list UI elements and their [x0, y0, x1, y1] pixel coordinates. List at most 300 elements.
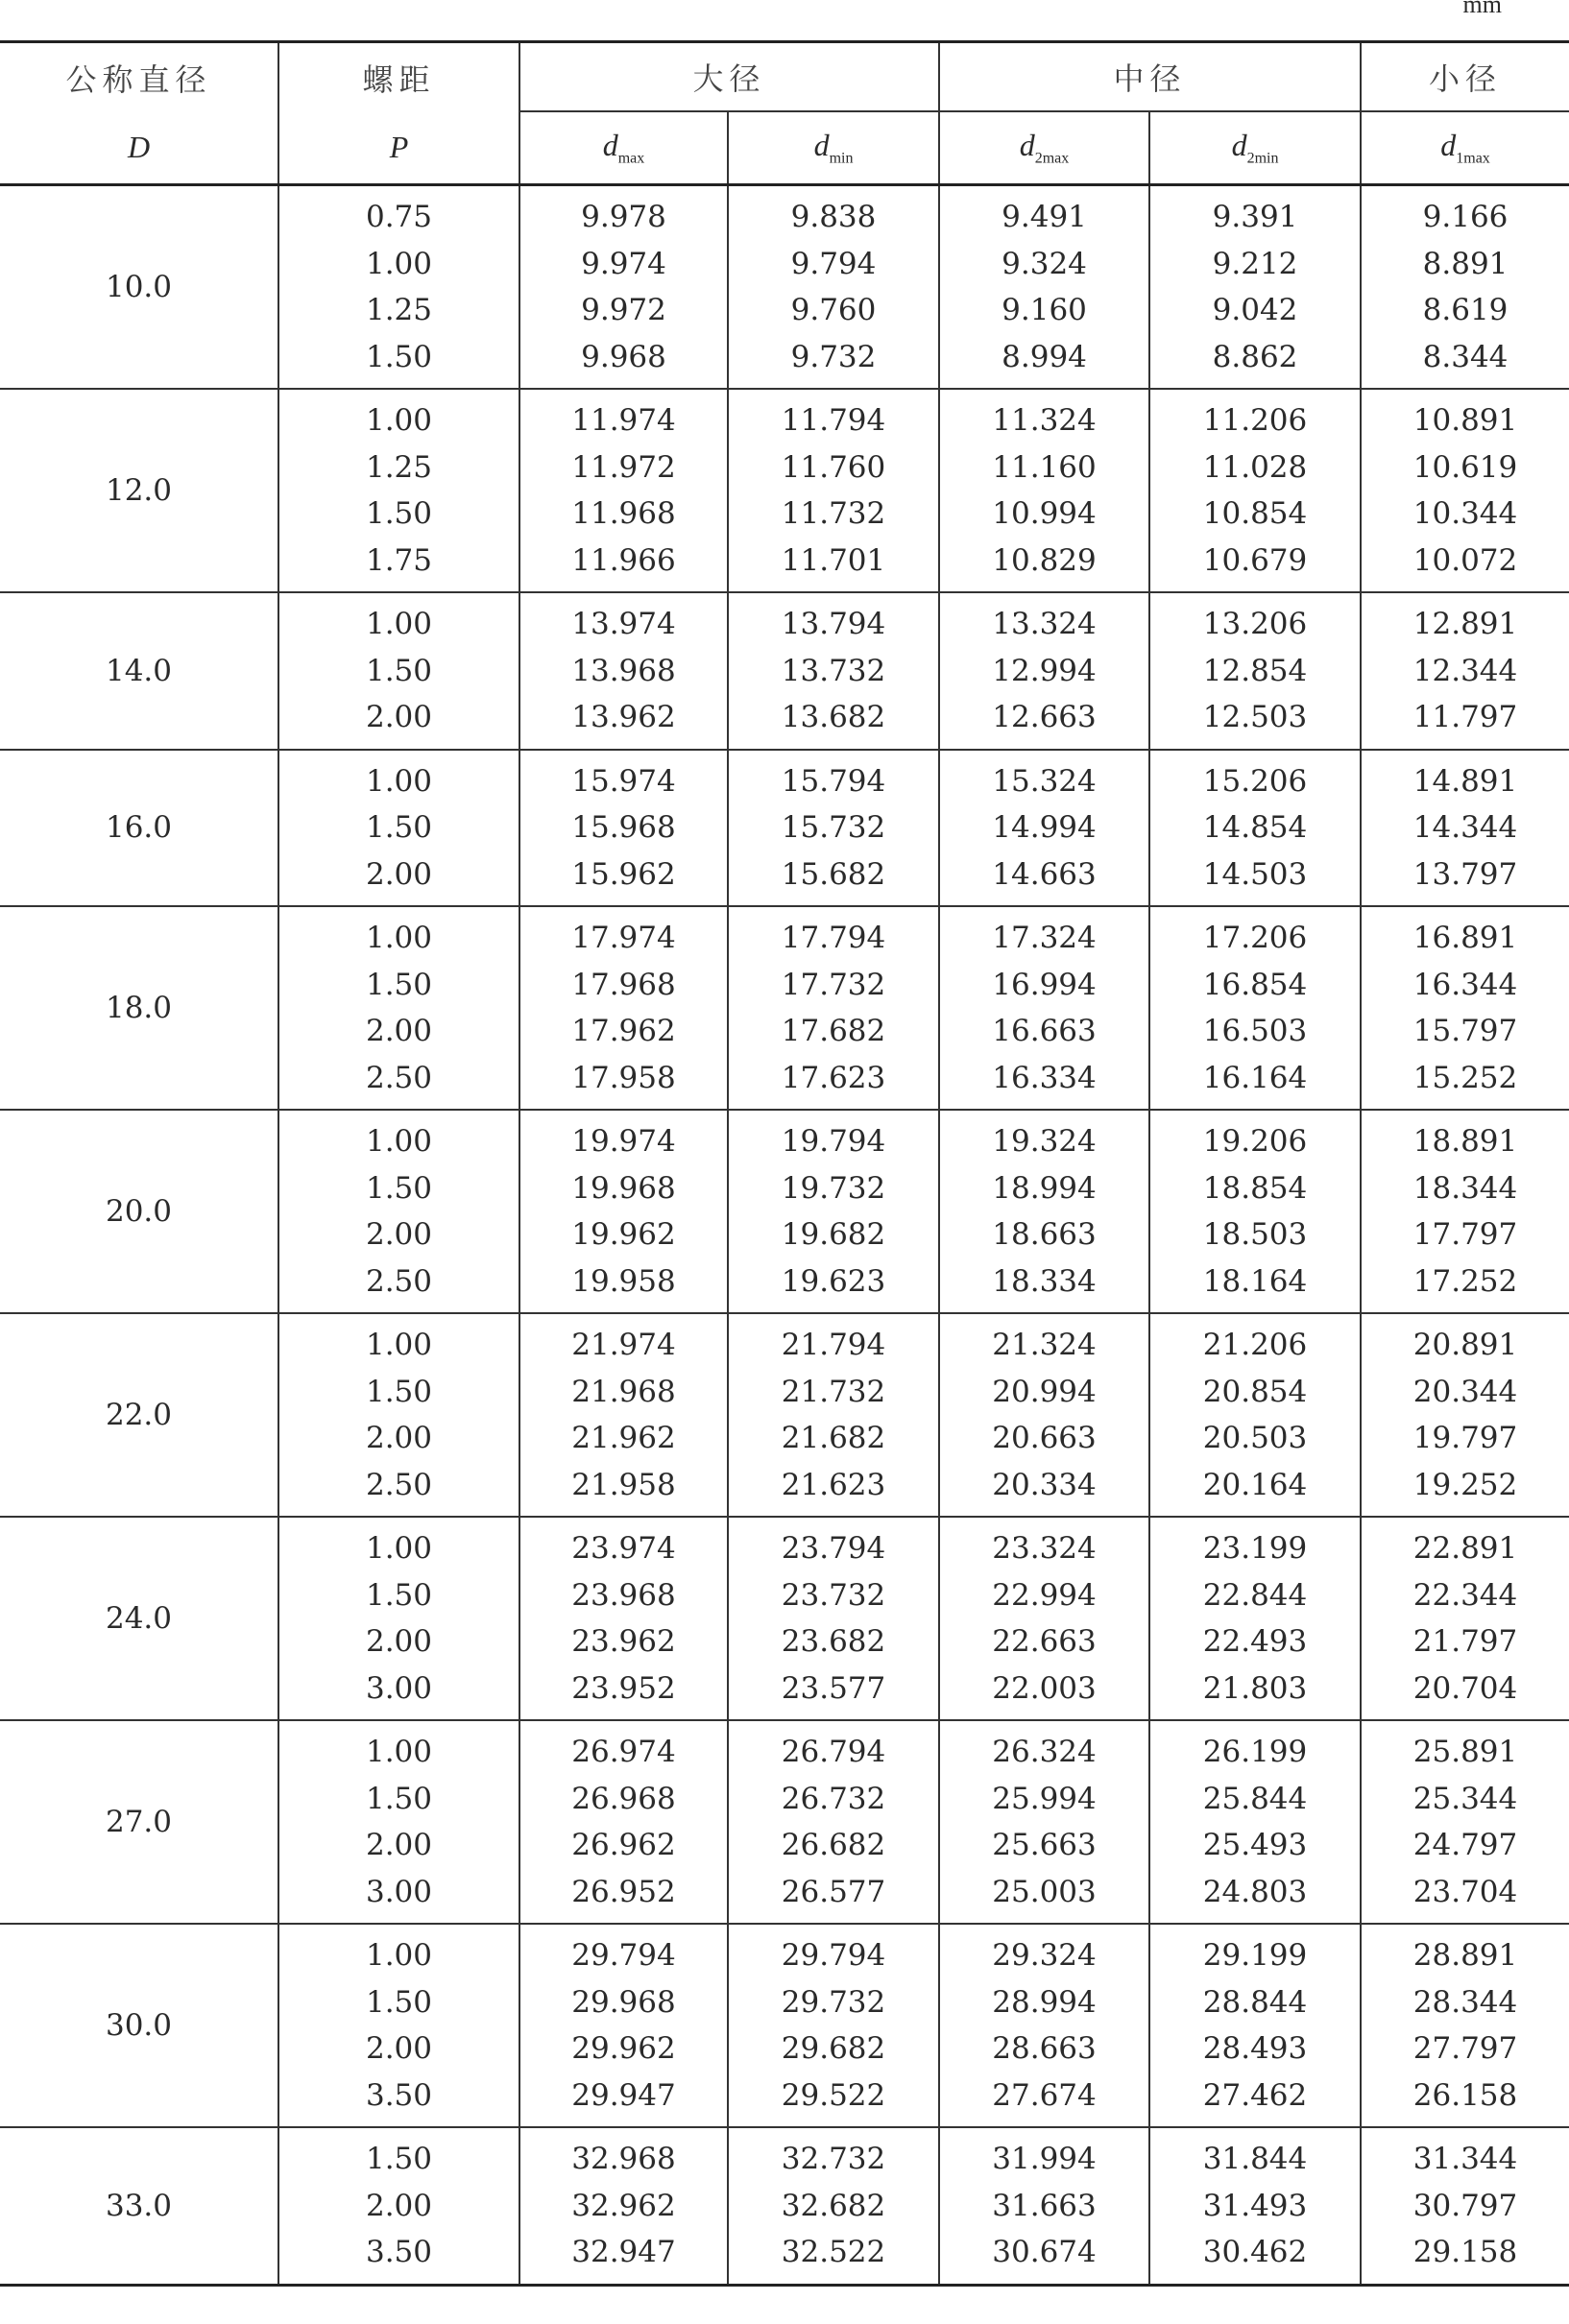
d2min-value: 14.503 — [1202, 856, 1308, 892]
table-row-group — [0, 1110, 1569, 1313]
d2max-value: 9.324 — [1002, 246, 1087, 281]
pitch-column-cell — [278, 1924, 519, 2127]
dmax-value: 32.968 — [571, 2142, 676, 2176]
d2max-value: 14.994 — [992, 810, 1097, 845]
dmin-value: 11.732 — [781, 496, 886, 531]
pitch-value: 1.50 — [365, 1374, 433, 1409]
d2min-value: 23.199 — [1202, 1531, 1308, 1566]
header-dmax: $d_{max}$ — [519, 111, 728, 185]
header-d2max: $d_{2max}$ — [939, 111, 1149, 185]
d2max-value: 10.994 — [992, 496, 1097, 531]
d1max-value: 18.344 — [1412, 1170, 1518, 1206]
dmin-column-cell — [728, 906, 939, 1110]
d2max-value: 22.663 — [992, 1624, 1097, 1659]
pitch-value: 2.00 — [365, 1624, 433, 1659]
dmin-value: 17.623 — [781, 1060, 886, 1095]
dmin-value: 29.682 — [781, 2031, 886, 2066]
pitch-value: 1.00 — [365, 1735, 433, 1769]
d2max-column-cell — [939, 1313, 1149, 1517]
pitch-value: 3.50 — [365, 2077, 433, 2113]
d1max-value: 10.619 — [1412, 449, 1518, 485]
dmax-value: 11.974 — [571, 403, 676, 438]
d1max-value: 14.891 — [1412, 763, 1518, 799]
d2max-value: 18.994 — [992, 1170, 1097, 1206]
d2min-column-cell — [1149, 389, 1361, 592]
d1max-value: 25.344 — [1412, 1781, 1518, 1816]
dmin-column-cell — [728, 1924, 939, 2127]
header-nominal-diameter: 公称直径 — [65, 60, 212, 98]
nominal-diameter-cell: 12.0 — [0, 389, 278, 592]
d2max-value: 22.003 — [992, 1670, 1097, 1706]
d1max-value: 31.344 — [1412, 2142, 1518, 2176]
table-row-group — [0, 592, 1569, 750]
d1max-value: 20.704 — [1412, 1670, 1518, 1706]
d2max-value: 9.160 — [1002, 293, 1087, 327]
dmin-column-cell — [728, 1110, 939, 1313]
dmax-value: 19.962 — [571, 1217, 676, 1252]
d2min-value: 20.503 — [1202, 1421, 1308, 1455]
d2max-column-cell — [939, 1517, 1149, 1720]
nominal-diameter-cell: 16.0 — [0, 750, 278, 907]
pitch-value: 2.50 — [365, 1467, 433, 1502]
nominal-diameter-cell: 33.0 — [0, 2127, 278, 2285]
d2max-value: 19.324 — [992, 1124, 1097, 1159]
d2min-value: 14.854 — [1202, 810, 1308, 845]
pitch-column-cell — [278, 592, 519, 750]
dmin-value: 11.760 — [781, 449, 886, 485]
d1max-value: 15.252 — [1412, 1060, 1518, 1095]
d2max-value: 17.324 — [992, 921, 1097, 955]
dmin-value: 9.838 — [790, 200, 877, 234]
d2max-value: 8.994 — [1002, 339, 1087, 374]
d1max-value: 10.344 — [1412, 496, 1518, 531]
dmax-value: 29.947 — [571, 2077, 676, 2113]
d2max-value: 25.003 — [992, 1874, 1097, 1909]
header-dmin: $d_{min}$ — [728, 111, 939, 185]
d2min-value: 29.199 — [1202, 1938, 1308, 1973]
d1max-column-cell — [1361, 1720, 1569, 1924]
nominal-diameter-cell: 10.0 — [0, 185, 278, 390]
dmin-value: 19.794 — [781, 1124, 886, 1159]
d2min-value: 20.164 — [1202, 1467, 1308, 1502]
d1max-value: 26.158 — [1412, 2077, 1518, 2113]
d1max-value: 20.344 — [1412, 1374, 1518, 1409]
pitch-value: 2.00 — [365, 2188, 433, 2223]
dmax-value: 23.952 — [571, 1670, 676, 1706]
d1max-value: 27.797 — [1412, 2031, 1518, 2066]
pitch-value: 1.75 — [365, 542, 433, 578]
dmin-value: 13.794 — [781, 607, 886, 641]
dmax-value: 26.962 — [571, 1828, 676, 1862]
pitch-value: 3.00 — [365, 1670, 433, 1706]
d1max-column-cell — [1361, 592, 1569, 750]
dmax-value: 23.962 — [571, 1624, 676, 1659]
dmin-value: 9.794 — [790, 246, 877, 281]
d1max-value: 28.344 — [1412, 1984, 1518, 2020]
d2min-column-cell — [1149, 1517, 1361, 1720]
dmin-value: 26.682 — [781, 1828, 886, 1862]
d2min-value: 27.462 — [1202, 2077, 1308, 2113]
d1max-column-cell — [1361, 185, 1569, 390]
d2min-value: 21.206 — [1202, 1328, 1308, 1362]
d2max-value: 20.334 — [992, 1467, 1097, 1502]
d1max-value: 16.344 — [1412, 967, 1518, 1002]
d2max-value: 15.324 — [992, 763, 1097, 799]
pitch-value: 1.00 — [365, 921, 433, 955]
dmax-column-cell — [519, 1720, 728, 1924]
dmax-value: 13.974 — [571, 607, 676, 641]
d2min-value: 21.803 — [1202, 1670, 1308, 1706]
table-row-group — [0, 185, 1569, 390]
dmax-value: 15.968 — [571, 810, 676, 845]
pitch-value: 1.50 — [365, 653, 433, 688]
d1max-value: 12.891 — [1412, 607, 1518, 641]
pitch-column-cell — [278, 2127, 519, 2285]
dmin-value: 15.682 — [781, 856, 886, 892]
dmin-value: 13.732 — [781, 653, 886, 688]
header-symbol-D: D — [127, 130, 151, 164]
dmin-value: 26.794 — [781, 1735, 886, 1769]
dmax-value: 17.958 — [571, 1060, 676, 1095]
d2max-value: 11.324 — [992, 403, 1097, 438]
dmax-value: 23.968 — [571, 1577, 676, 1613]
dmax-value: 21.962 — [571, 1421, 676, 1455]
dmax-value: 32.962 — [571, 2188, 676, 2223]
dmax-value: 23.974 — [571, 1531, 676, 1566]
pitch-value: 1.00 — [365, 607, 433, 641]
d2max-value: 18.334 — [992, 1263, 1097, 1299]
d2min-value: 9.391 — [1212, 200, 1298, 234]
pitch-value: 2.00 — [365, 1014, 433, 1048]
d2min-value: 13.206 — [1202, 607, 1308, 641]
thread-dimensions-table — [0, 40, 1569, 2287]
dmax-value: 17.974 — [571, 921, 676, 955]
dmax-column-cell — [519, 906, 728, 1110]
table-row-group — [0, 1720, 1569, 1924]
dmax-column-cell — [519, 1313, 728, 1517]
d1max-value: 17.797 — [1412, 1217, 1518, 1252]
dmax-value: 15.962 — [571, 856, 676, 892]
d2max-value: 16.334 — [992, 1060, 1097, 1095]
d2max-value: 11.160 — [992, 449, 1097, 485]
d1max-value: 18.891 — [1412, 1124, 1518, 1159]
pitch-column-cell — [278, 750, 519, 907]
d1max-value: 14.344 — [1412, 810, 1518, 845]
table-row-group — [0, 2127, 1569, 2285]
d2min-value: 16.164 — [1202, 1060, 1308, 1095]
d1max-value: 25.891 — [1412, 1735, 1518, 1769]
dmin-value: 32.732 — [781, 2142, 886, 2176]
dmin-value: 19.682 — [781, 1217, 886, 1252]
d2min-value: 18.854 — [1202, 1170, 1308, 1206]
d2min-value: 8.862 — [1212, 339, 1298, 374]
pitch-value: 2.00 — [365, 1421, 433, 1455]
d2min-value: 9.042 — [1212, 293, 1298, 327]
dmin-value: 32.522 — [781, 2235, 886, 2269]
dmax-value: 21.958 — [571, 1467, 676, 1502]
pitch-value: 1.50 — [365, 1170, 433, 1206]
table-row-group — [0, 1313, 1569, 1517]
pitch-value: 2.00 — [365, 700, 433, 734]
dmin-column-cell — [728, 1720, 939, 1924]
nominal-diameter-cell: 14.0 — [0, 592, 278, 750]
d1max-value: 22.344 — [1412, 1577, 1518, 1613]
dmax-value: 21.968 — [571, 1374, 676, 1409]
d1max-value: 28.891 — [1412, 1938, 1518, 1973]
d2min-value: 11.028 — [1202, 449, 1308, 485]
pitch-value: 1.25 — [365, 293, 433, 327]
d2min-value: 25.844 — [1202, 1781, 1308, 1816]
dmin-value: 17.794 — [781, 921, 886, 955]
pitch-value: 1.25 — [365, 449, 433, 485]
dmax-value: 26.968 — [571, 1781, 676, 1816]
dmin-value: 17.682 — [781, 1014, 886, 1048]
pitch-value: 1.50 — [365, 496, 433, 531]
d2max-value: 12.663 — [992, 700, 1097, 734]
pitch-value: 2.00 — [365, 1217, 433, 1252]
header-minor-diameter: 小径 — [1361, 42, 1569, 112]
d1max-value: 11.797 — [1412, 700, 1518, 734]
d2max-column-cell — [939, 2127, 1149, 2285]
dmin-value: 23.732 — [781, 1577, 886, 1613]
dmin-value: 15.732 — [781, 810, 886, 845]
nominal-diameter-cell: 24.0 — [0, 1517, 278, 1720]
d2max-value: 27.674 — [992, 2077, 1097, 2113]
d1max-value: 22.891 — [1412, 1531, 1518, 1566]
d2max-value: 9.491 — [1002, 200, 1087, 234]
d2max-value: 16.994 — [992, 967, 1097, 1002]
dmin-value: 23.794 — [781, 1531, 886, 1566]
d2min-column-cell — [1149, 1313, 1361, 1517]
d2max-value: 20.994 — [992, 1374, 1097, 1409]
dmax-column-cell — [519, 750, 728, 907]
pitch-value: 1.00 — [365, 403, 433, 438]
d1max-value: 8.344 — [1422, 339, 1509, 374]
dmax-value: 11.968 — [571, 496, 676, 531]
pitch-value: 2.00 — [365, 1828, 433, 1862]
d2min-column-cell — [1149, 1720, 1361, 1924]
d2min-value: 20.854 — [1202, 1374, 1308, 1409]
d2max-value: 18.663 — [992, 1217, 1097, 1252]
table-body — [0, 185, 1569, 2286]
d1max-value: 13.797 — [1412, 856, 1518, 892]
d1max-value: 15.797 — [1412, 1014, 1518, 1048]
pitch-value: 2.00 — [365, 856, 433, 892]
d2min-value: 9.212 — [1212, 246, 1298, 281]
d2max-column-cell — [939, 592, 1149, 750]
d2max-value: 25.663 — [992, 1828, 1097, 1862]
dmin-value: 21.732 — [781, 1374, 886, 1409]
d1max-value: 20.891 — [1412, 1328, 1518, 1362]
pitch-value: 1.00 — [365, 246, 433, 281]
dmin-column-cell — [728, 750, 939, 907]
dmax-column-cell — [519, 2127, 728, 2285]
d2max-value: 28.663 — [992, 2031, 1097, 2066]
dmin-value: 32.682 — [781, 2188, 886, 2223]
d2min-column-cell — [1149, 2127, 1361, 2285]
d2min-value: 28.844 — [1202, 1984, 1308, 2020]
header-d2min: $d_{2min}$ — [1149, 111, 1361, 185]
dmax-value: 9.972 — [581, 293, 666, 327]
d1max-column-cell — [1361, 906, 1569, 1110]
d1max-value: 17.252 — [1412, 1263, 1518, 1299]
pitch-value: 1.00 — [365, 1328, 433, 1362]
d1max-column-cell — [1361, 389, 1569, 592]
nominal-diameter-cell: 27.0 — [0, 1720, 278, 1924]
pitch-value: 2.50 — [365, 1263, 433, 1299]
dmax-value: 11.966 — [571, 542, 676, 578]
pitch-value: 1.50 — [365, 2142, 433, 2176]
dmin-column-cell — [728, 185, 939, 390]
d2min-value: 31.493 — [1202, 2188, 1308, 2223]
d2min-value: 24.803 — [1202, 1874, 1308, 1909]
d2min-value: 31.844 — [1202, 2142, 1308, 2176]
dmax-value: 26.974 — [571, 1735, 676, 1769]
pitch-column-cell — [278, 389, 519, 592]
d1max-value: 23.704 — [1412, 1874, 1518, 1909]
d2max-column-cell — [939, 1720, 1149, 1924]
d1max-value: 24.797 — [1412, 1828, 1518, 1862]
d2max-value: 28.994 — [992, 1984, 1097, 2020]
d2min-value: 16.503 — [1202, 1014, 1308, 1048]
header-d1max: $d_{1max}$ — [1361, 111, 1569, 185]
dmax-column-cell — [519, 1924, 728, 2127]
dmax-value: 29.962 — [571, 2031, 676, 2066]
d1max-value: 16.891 — [1412, 921, 1518, 955]
dmax-column-cell — [519, 592, 728, 750]
d1max-value: 12.344 — [1412, 653, 1518, 688]
d1max-value: 30.797 — [1412, 2188, 1518, 2223]
d2max-value: 23.324 — [992, 1531, 1097, 1566]
d2max-value: 25.994 — [992, 1781, 1097, 1816]
nominal-diameter-cell: 30.0 — [0, 1924, 278, 2127]
pitch-value: 0.75 — [365, 200, 433, 234]
pitch-value: 1.00 — [365, 1531, 433, 1566]
d1max-value: 19.252 — [1412, 1467, 1518, 1502]
dmax-column-cell — [519, 389, 728, 592]
dmin-value: 11.701 — [781, 542, 886, 578]
dmax-column-cell — [519, 1517, 728, 1720]
pitch-value: 2.00 — [365, 2031, 433, 2066]
d2max-column-cell — [939, 906, 1149, 1110]
dmin-value: 19.623 — [781, 1263, 886, 1299]
pitch-value: 1.50 — [365, 1577, 433, 1613]
pitch-value: 1.50 — [365, 1781, 433, 1816]
dmax-value: 19.958 — [571, 1263, 676, 1299]
d2max-value: 22.994 — [992, 1577, 1097, 1613]
dmin-column-cell — [728, 1517, 939, 1720]
pitch-value: 1.00 — [365, 763, 433, 799]
dmin-value: 23.577 — [781, 1670, 886, 1706]
d2min-value: 15.206 — [1202, 763, 1308, 799]
nominal-diameter-cell: 20.0 — [0, 1110, 278, 1313]
d2min-column-cell — [1149, 185, 1361, 390]
dmin-value: 21.623 — [781, 1467, 886, 1502]
dmax-value: 11.972 — [571, 449, 676, 485]
dmax-value: 15.974 — [571, 763, 676, 799]
pitch-column-cell — [278, 185, 519, 390]
d2max-value: 29.324 — [992, 1938, 1097, 1973]
d2min-value: 18.164 — [1202, 1263, 1308, 1299]
dmin-value: 17.732 — [781, 967, 886, 1002]
d1max-column-cell — [1361, 2127, 1569, 2285]
pitch-value: 1.50 — [365, 967, 433, 1002]
dmax-value: 19.974 — [571, 1124, 676, 1159]
dmin-value: 21.682 — [781, 1421, 886, 1455]
d2min-value: 22.844 — [1202, 1577, 1308, 1613]
dmax-value: 17.968 — [571, 967, 676, 1002]
d2max-column-cell — [939, 1110, 1149, 1313]
dmin-column-cell — [728, 2127, 939, 2285]
d2max-value: 31.994 — [992, 2142, 1097, 2176]
header-symbol-P: P — [278, 111, 519, 185]
d2min-value: 22.493 — [1202, 1624, 1308, 1659]
d2max-column-cell — [939, 389, 1149, 592]
d2min-column-cell — [1149, 750, 1361, 907]
table-row-group — [0, 750, 1569, 907]
dmin-value: 11.794 — [781, 403, 886, 438]
dmax-value: 29.968 — [571, 1984, 676, 2020]
dmin-value: 29.732 — [781, 1984, 886, 2020]
d2max-value: 20.663 — [992, 1421, 1097, 1455]
pitch-value: 1.50 — [365, 810, 433, 845]
d1max-value: 21.797 — [1412, 1624, 1518, 1659]
header-major-diameter: 大径 — [519, 42, 939, 112]
d2max-value: 10.829 — [992, 542, 1097, 578]
header-pitch: 螺距 — [278, 42, 519, 112]
dmax-value: 32.947 — [571, 2235, 676, 2269]
d2min-value: 11.206 — [1202, 403, 1308, 438]
dmin-column-cell — [728, 1313, 939, 1517]
d2max-value: 16.663 — [992, 1014, 1097, 1048]
dmax-value: 13.962 — [571, 700, 676, 734]
d2min-value: 25.493 — [1202, 1828, 1308, 1862]
d2max-column-cell — [939, 1924, 1149, 2127]
d2max-value: 31.663 — [992, 2188, 1097, 2223]
dmax-value: 19.968 — [571, 1170, 676, 1206]
d1max-value: 10.891 — [1412, 403, 1518, 438]
d2max-column-cell — [939, 750, 1149, 907]
d2min-value: 10.679 — [1202, 542, 1308, 578]
d1max-column-cell — [1361, 1313, 1569, 1517]
dmin-value: 9.732 — [790, 339, 877, 374]
d1max-column-cell — [1361, 750, 1569, 907]
table-row-group — [0, 1517, 1569, 1720]
nominal-diameter-cell: 22.0 — [0, 1313, 278, 1517]
dmax-column-cell — [519, 1110, 728, 1313]
table-row-group — [0, 1924, 1569, 2127]
header-pitch-diameter: 中径 — [939, 42, 1361, 112]
d2min-value: 18.503 — [1202, 1217, 1308, 1252]
d2max-value: 12.994 — [992, 653, 1097, 688]
pitch-column-cell — [278, 906, 519, 1110]
dmax-value: 13.968 — [571, 653, 676, 688]
pitch-value: 3.50 — [365, 2235, 433, 2269]
dmin-value: 26.577 — [781, 1874, 886, 1909]
dmin-value: 23.682 — [781, 1624, 886, 1659]
dmin-value: 13.682 — [781, 700, 886, 734]
pitch-value: 1.50 — [365, 339, 433, 374]
d1max-value: 8.619 — [1422, 293, 1509, 327]
dmin-value: 21.794 — [781, 1328, 886, 1362]
d2min-value: 19.206 — [1202, 1124, 1308, 1159]
d2min-value: 16.854 — [1202, 967, 1308, 1002]
d1max-column-cell — [1361, 1924, 1569, 2127]
table-header — [0, 42, 1569, 185]
dmax-value: 17.962 — [571, 1014, 676, 1048]
d1max-value: 10.072 — [1412, 542, 1518, 578]
d1max-column-cell — [1361, 1517, 1569, 1720]
